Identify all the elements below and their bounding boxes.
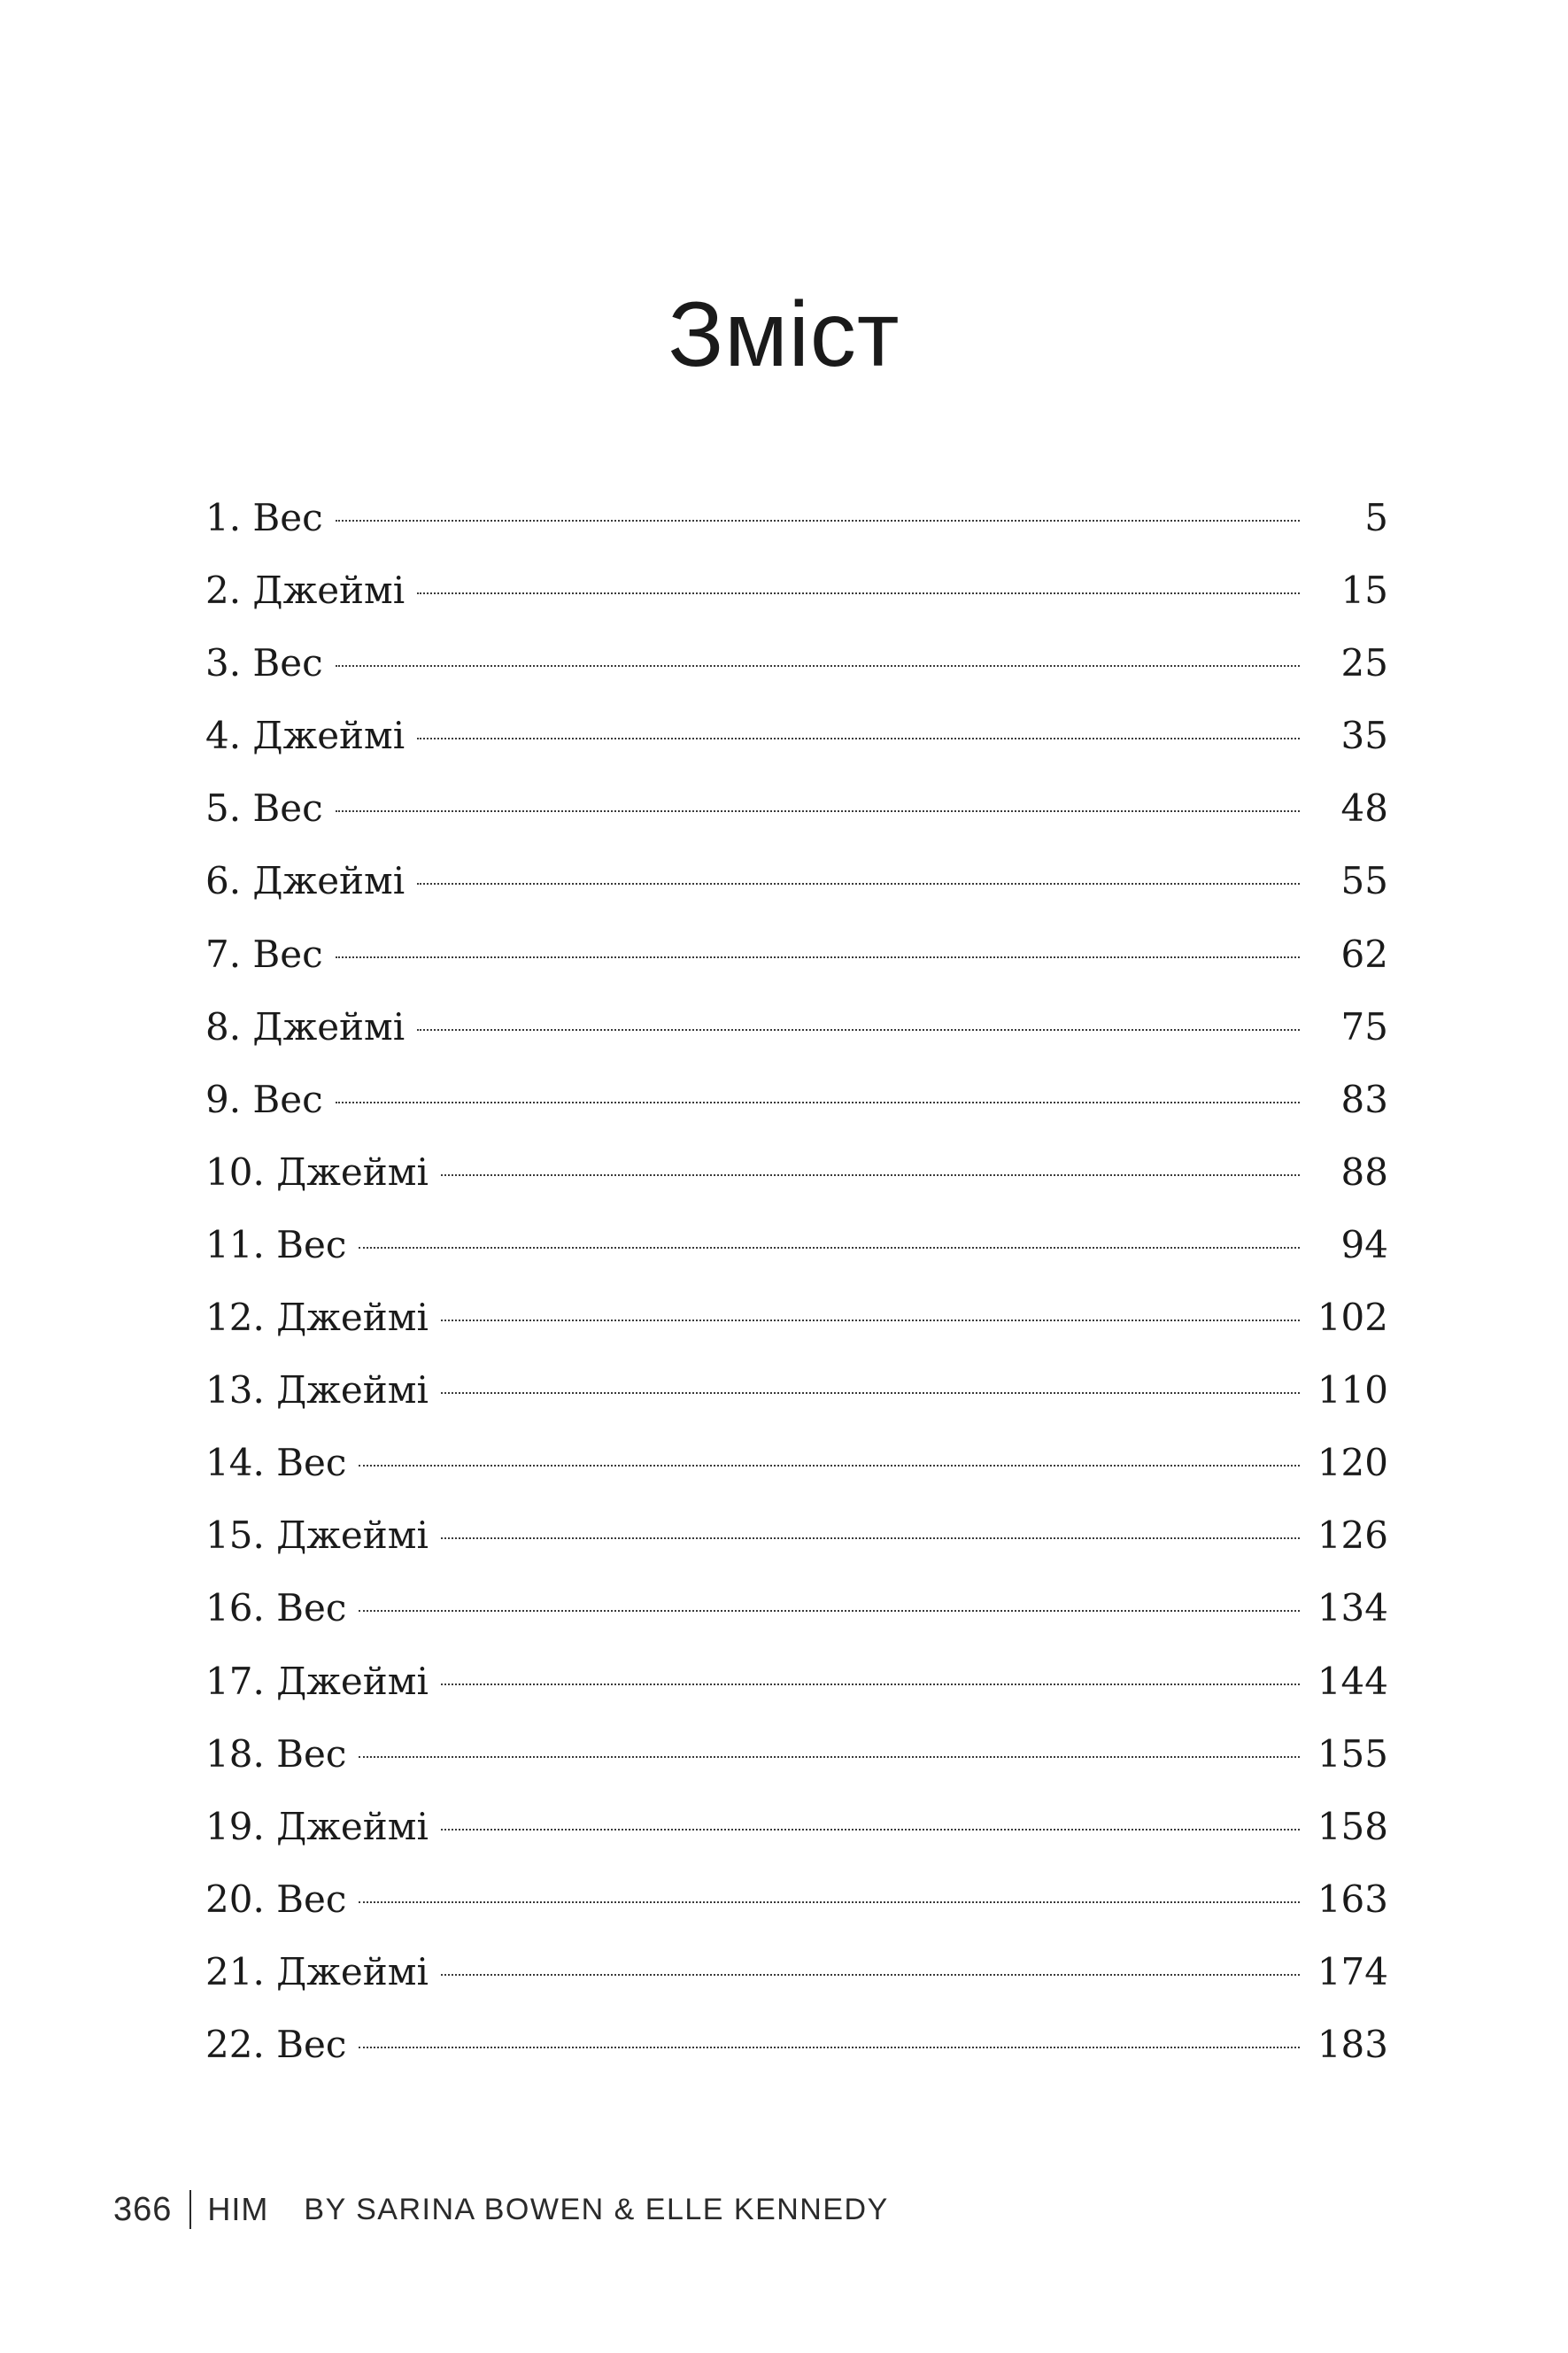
page-title: Зміст	[668, 283, 900, 386]
toc-entry-title: 11. Вес	[205, 1222, 347, 1266]
dot-leader	[441, 1974, 1300, 1976]
toc-entry[interactable]	[205, 634, 1388, 707]
toc-entry[interactable]	[205, 561, 1388, 634]
toc-entry[interactable]	[205, 2016, 1388, 2088]
toc-entry-title: 9. Вес	[205, 1077, 323, 1121]
toc-entry[interactable]	[205, 1943, 1388, 2016]
toc-entry[interactable]	[205, 1653, 1388, 1725]
dot-leader	[441, 1537, 1300, 1539]
dot-leader	[336, 956, 1300, 958]
toc-entry-page: 102	[1317, 1296, 1388, 1340]
toc-entry-title: 14. Вес	[205, 1441, 347, 1485]
footer-separator	[189, 2190, 191, 2229]
toc-entry-title: 15. Джеймі	[205, 1513, 429, 1558]
toc-entry[interactable]	[205, 1216, 1388, 1289]
toc-entry-title: 2. Джеймі	[205, 569, 406, 613]
dot-leader	[336, 665, 1300, 667]
dot-leader	[359, 2047, 1299, 2048]
toc-entry[interactable]	[205, 779, 1388, 852]
toc-entry-page: 183	[1317, 2022, 1388, 2066]
folio-page-number: 366	[113, 2191, 173, 2228]
toc-entry-page: 55	[1340, 859, 1388, 903]
dot-leader	[441, 1829, 1300, 1831]
toc-entry[interactable]	[205, 1798, 1388, 1870]
dot-leader	[359, 1610, 1299, 1612]
toc-entry-title: 21. Джеймі	[205, 1949, 429, 1993]
toc-entry-title: 5. Вес	[205, 786, 323, 831]
toc-entry-title: 10. Джеймі	[205, 1149, 429, 1194]
toc-entry-page: 88	[1340, 1149, 1388, 1194]
toc-entry-title: 13. Джеймі	[205, 1368, 429, 1413]
toc-entry-title: 18. Вес	[205, 1731, 347, 1776]
dot-leader	[441, 1320, 1300, 1321]
dot-leader	[441, 1392, 1300, 1394]
toc-entry-page: 110	[1317, 1368, 1388, 1413]
toc-entry[interactable]	[205, 1071, 1388, 1143]
toc-entry-page: 174	[1317, 1949, 1388, 1993]
dot-leader	[417, 1029, 1300, 1031]
dot-leader	[417, 883, 1300, 885]
toc-entry[interactable]	[205, 1143, 1388, 1216]
toc-entry[interactable]	[205, 1361, 1388, 1434]
table-of-contents	[205, 489, 1388, 2088]
toc-entry-page: 144	[1317, 1659, 1388, 1703]
toc-entry-title: 1. Вес	[205, 496, 323, 539]
dot-leader	[336, 520, 1300, 522]
dot-leader	[336, 810, 1300, 812]
toc-entry[interactable]	[205, 852, 1388, 925]
toc-entry-title: 7. Вес	[205, 932, 323, 976]
dot-leader	[441, 1683, 1300, 1685]
toc-entry-title: 20. Вес	[205, 1877, 347, 1921]
toc-entry-page: 75	[1340, 1004, 1388, 1049]
toc-entry-title: 4. Джеймі	[205, 714, 406, 758]
toc-entry-page: 134	[1317, 1586, 1388, 1630]
toc-entry-title: 17. Джеймі	[205, 1659, 429, 1703]
toc-entry-page: 120	[1317, 1441, 1388, 1485]
dot-leader	[359, 1247, 1300, 1249]
book-authors: BY SARINA BOWEN & ELLE KENNEDY	[304, 2193, 889, 2226]
book-title: HIM	[207, 2191, 269, 2227]
toc-entry[interactable]	[205, 1289, 1388, 1361]
toc-entry-page: 35	[1340, 714, 1388, 758]
toc-entry-page: 62	[1340, 932, 1388, 976]
toc-entry-page: 5	[1364, 496, 1388, 539]
toc-entry[interactable]	[205, 1579, 1388, 1652]
toc-entry[interactable]	[205, 489, 1388, 561]
toc-entry-page: 94	[1340, 1222, 1388, 1266]
toc-entry-title: 8. Джеймі	[205, 1004, 406, 1049]
toc-entry-page: 126	[1317, 1513, 1388, 1558]
toc-entry-title: 16. Вес	[205, 1586, 347, 1630]
dot-leader	[417, 738, 1300, 739]
toc-entry-page: 83	[1340, 1077, 1388, 1121]
toc-entry-page: 25	[1340, 641, 1388, 685]
dot-leader	[441, 1174, 1300, 1176]
dot-leader	[417, 592, 1300, 594]
toc-entry-page: 155	[1317, 1731, 1388, 1776]
toc-entry-title: 22. Вес	[205, 2022, 347, 2066]
running-footer	[113, 2187, 889, 2232]
toc-entry-page: 163	[1317, 1877, 1388, 1921]
dot-leader	[359, 1465, 1299, 1467]
dot-leader	[359, 1901, 1299, 1903]
toc-entry[interactable]	[205, 707, 1388, 779]
toc-entry[interactable]	[205, 1506, 1388, 1579]
toc-entry[interactable]	[205, 1870, 1388, 1943]
toc-entry-title: 6. Джеймі	[205, 859, 406, 903]
toc-entry[interactable]	[205, 925, 1388, 998]
toc-entry-page: 48	[1340, 786, 1388, 831]
toc-entry-title: 19. Джеймі	[205, 1804, 429, 1848]
dot-leader	[336, 1102, 1300, 1103]
toc-entry[interactable]	[205, 998, 1388, 1071]
toc-entry[interactable]	[205, 1434, 1388, 1506]
toc-entry-title: 12. Джеймі	[205, 1296, 429, 1340]
toc-entry[interactable]	[205, 1725, 1388, 1798]
toc-entry-title: 3. Вес	[205, 641, 323, 685]
toc-entry-page: 158	[1317, 1804, 1388, 1848]
dot-leader	[359, 1756, 1299, 1758]
toc-entry-page: 15	[1340, 569, 1388, 613]
